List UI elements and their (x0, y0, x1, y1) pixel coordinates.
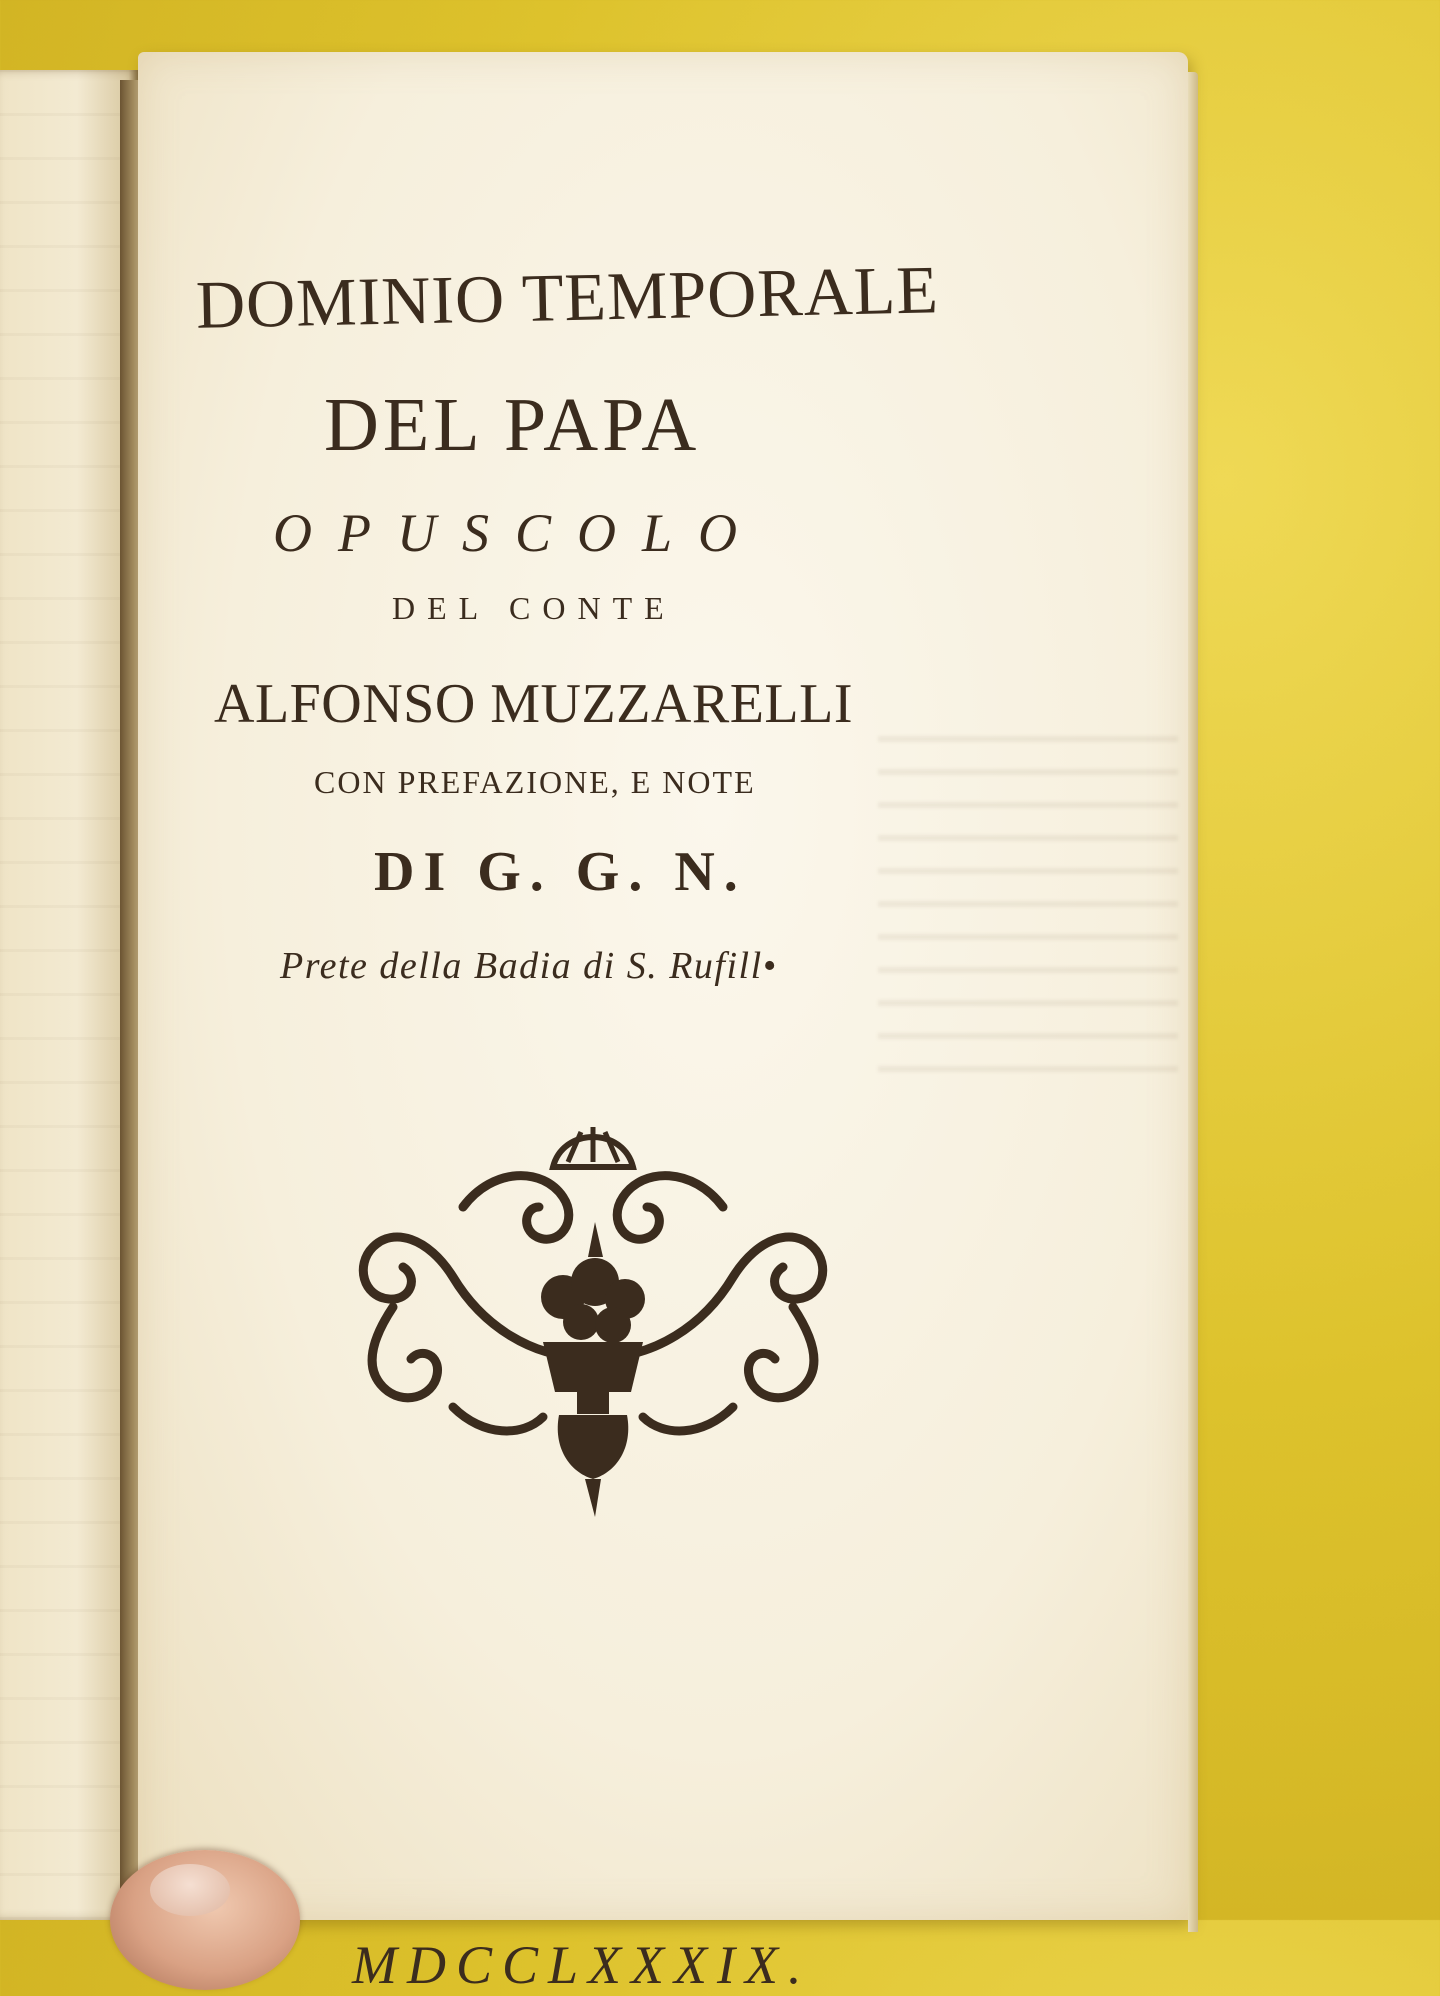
author-name: ALFONSO MUZZARELLI (214, 673, 853, 735)
byline-del-conte: DEL CONTE (392, 590, 676, 626)
holding-thumb (110, 1850, 300, 1990)
thumb-nail (150, 1864, 230, 1916)
page-edge (1188, 72, 1198, 1932)
preface-note-line: CON PREFAZIONE, E NOTE (314, 764, 756, 800)
title-line-papa: DEL PAPA (324, 383, 701, 467)
publication-year-roman: MDCCLXXXIX. (352, 1935, 812, 1995)
subtitle-opuscolo: OPUSCOLO (273, 503, 764, 563)
printers-ornament-icon (333, 1107, 853, 1527)
left-page-texture (0, 70, 140, 1920)
left-page-edge (0, 70, 140, 1920)
editor-description: Prete della Badia di S. Rufill• (280, 945, 778, 987)
editor-initials: DI G. G. N. (374, 841, 747, 903)
title-page (138, 52, 1188, 1995)
title-line-dominio: DOMINIO TEMPORALE (195, 251, 940, 343)
